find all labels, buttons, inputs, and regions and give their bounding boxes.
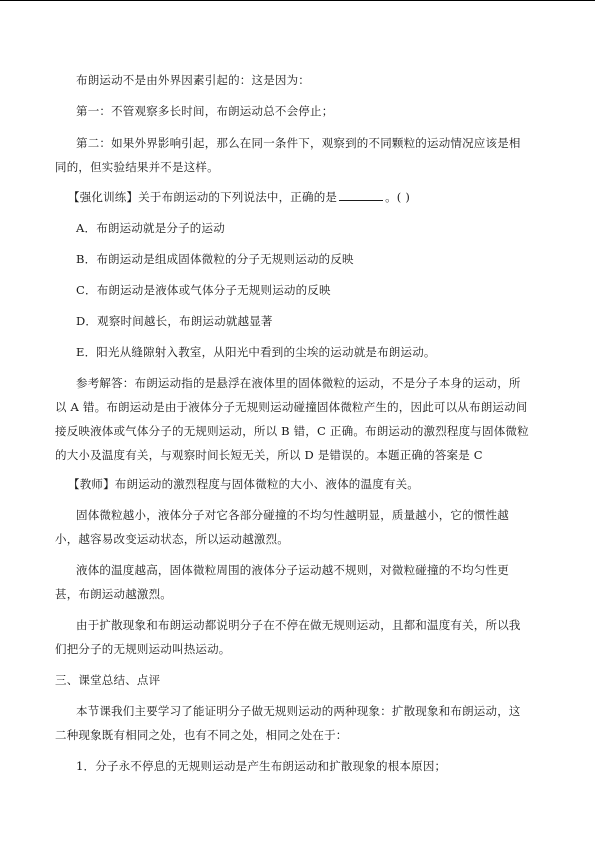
summary-line1: 本节课我们主要学习了能证明分子做无规则运动的两种现象：扩散现象和布朗运动，这 xyxy=(76,704,521,718)
temperature-line1: 液体的温度越高，固体微粒周围的液体分子运动越不规则，对微粒碰撞的不均匀性更 xyxy=(76,563,509,577)
reference-answer-line3: 接反映液体或气体分子的无规则运动，所以 B 错，C 正确。布朗运动的激烈程度与固体微粒 xyxy=(55,424,529,438)
solid-particle-line2: 小，越容易改变运动状态，所以运动越激烈。 xyxy=(55,532,289,546)
answer-blank xyxy=(339,188,383,201)
paragraph-intro: 布朗运动不是由外界因素引起的：这是因为： xyxy=(76,73,310,87)
paragraph-reason-1: 第一：不管观察多长时间，布朗运动总不会停止； xyxy=(76,104,334,118)
option-c: C．布朗运动是液体或气体分子无规则运动的反映 xyxy=(76,283,331,297)
paragraph-reason-2-line1: 第二：如果外界影响引起，那么在同一条件下，观察到的不同颗粒的运动情况应该是相 xyxy=(76,136,521,150)
solid-particle-line1: 固体微粒越小，液体分子对它各部分碰撞的不均匀性越明显，质量越小，它的惯性越 xyxy=(76,508,509,522)
temperature-line2: 甚，布朗运动越激烈。 xyxy=(55,587,172,601)
training-question-suffix: 。( ) xyxy=(385,190,411,204)
paragraph-reason-2-line2: 同的，但实验结果并不是这样。 xyxy=(55,160,219,174)
teacher-note: 【教师】布朗运动的激烈程度与固体微粒的大小、液体的温度有关。 xyxy=(68,477,419,491)
training-question xyxy=(68,187,410,208)
option-e: E．阳光从缝隙射入教室，从阳光中看到的尘埃的运动就是布朗运动。 xyxy=(76,345,436,359)
section-heading-summary: 三、课堂总结、点评 xyxy=(55,673,161,687)
reference-answer-line4: 的大小及温度有关，与观察时间长短无关，所以 D 是错误的。本题正确的答案是 C xyxy=(55,448,483,462)
summary-line2: 二种现象既有相同之处，也有不同之处，相同之处在于： xyxy=(55,728,348,742)
option-d: D．观察时间越长，布朗运动就越显著 xyxy=(76,314,273,328)
reference-answer-line2: 以 A 错。布朗运动是由于液体分子无规则运动碰撞固体微粒产生的，因此可以从布朗运动间 xyxy=(55,400,528,414)
option-b: B．布朗运动是组成固体微粒的分子无规则运动的反映 xyxy=(76,252,354,266)
training-question-text: 【强化训练】关于布朗运动的下列说法中，正确的是 xyxy=(68,190,338,204)
option-a: A．布朗运动就是分子的运动 xyxy=(76,221,225,235)
reference-answer-line1: 参考解答：布朗运动指的是悬浮在液体里的固体微粒的运动，不是分子本身的运动，所 xyxy=(76,376,521,390)
thermal-motion-line2: 们把分子的无规则运动叫热运动。 xyxy=(55,642,231,656)
summary-point-1: 1．分子永不停息的无规则运动是产生布朗运动和扩散现象的根本原因； xyxy=(76,759,447,773)
thermal-motion-line1: 由于扩散现象和布朗运动都说明分子在不停在做无规则运动，且都和温度有关，所以我 xyxy=(76,618,521,632)
